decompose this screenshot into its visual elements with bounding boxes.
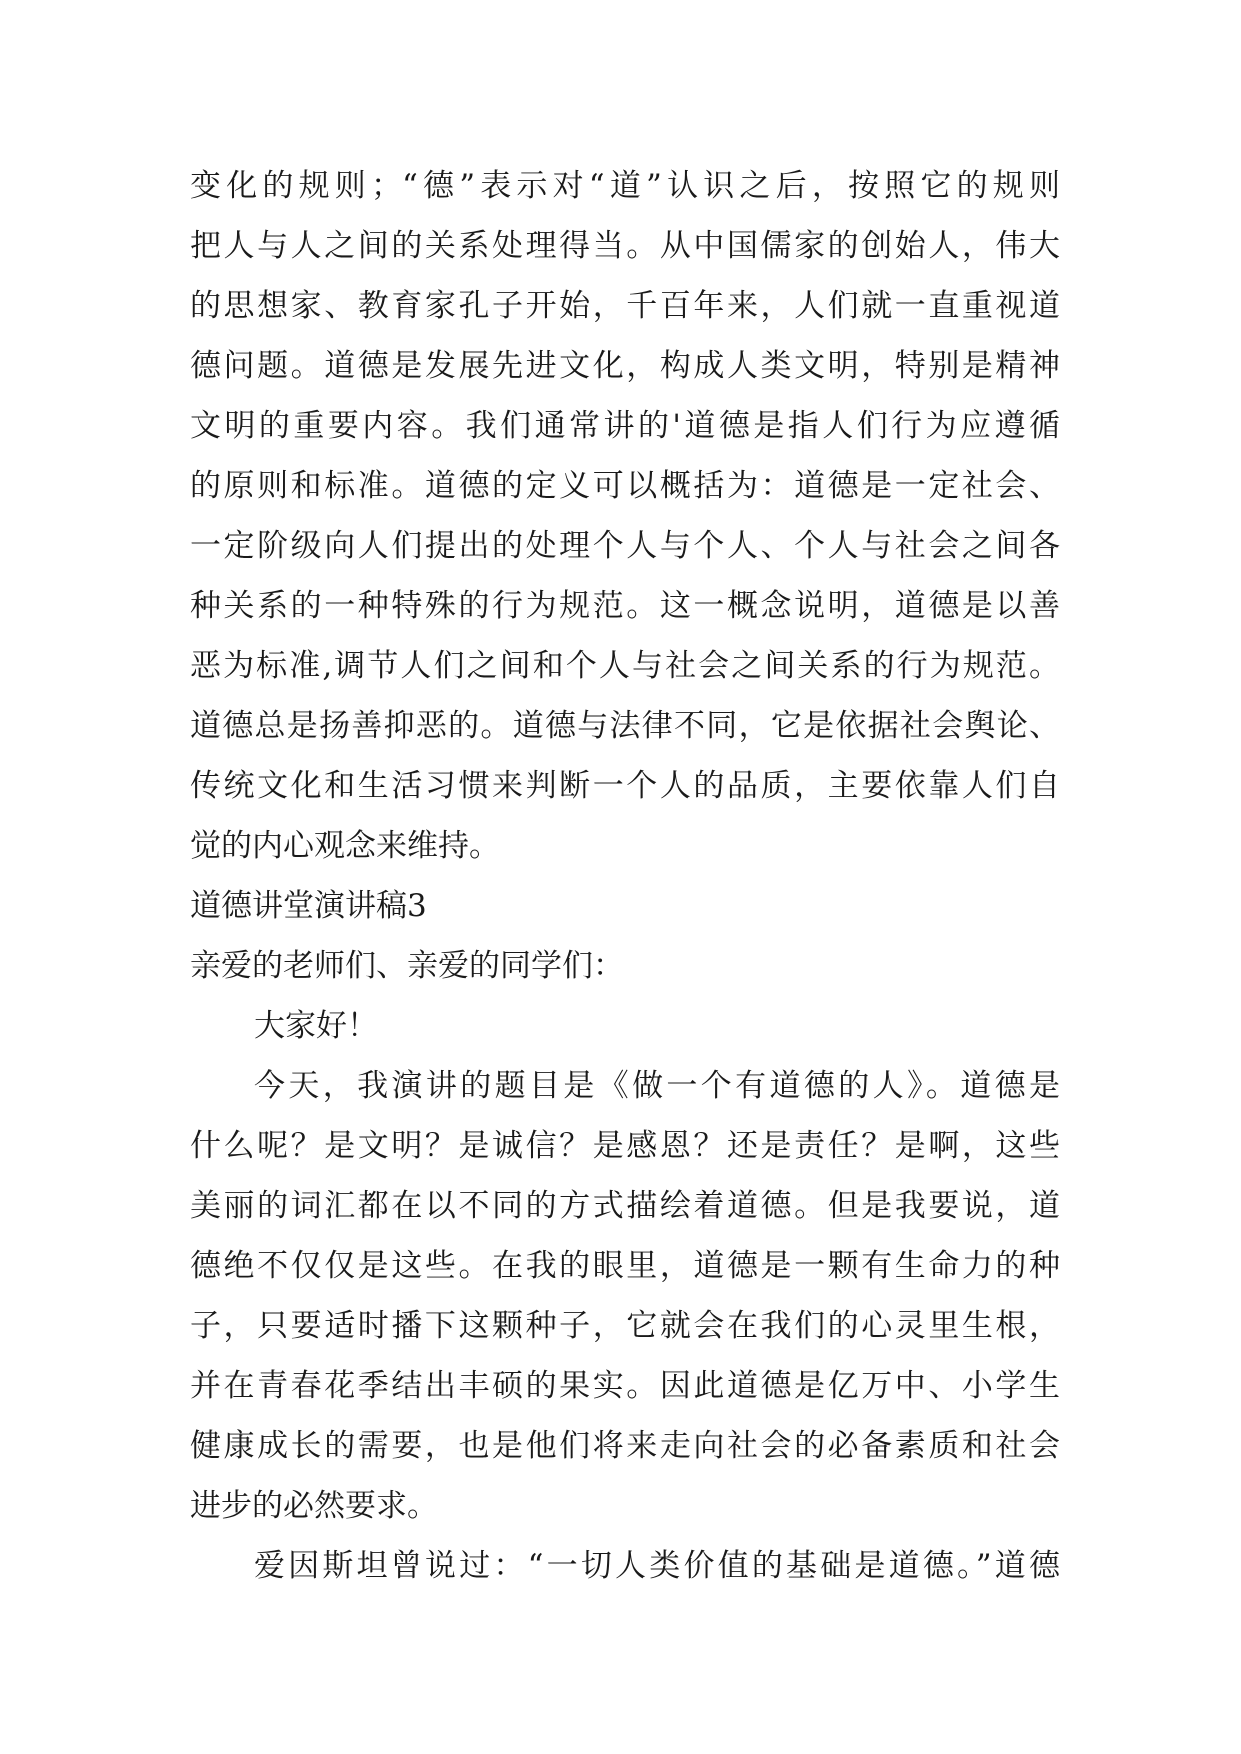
- paragraph-line: 健康成长的需要，也是他们将来走向社会的必备素质和社会: [190, 1428, 1060, 1464]
- body-text-line: 觉的内心观念来维持。: [190, 828, 500, 864]
- body-text-line: 文明的重要内容。我们通常讲的'道德是指人们行为应遵循: [190, 408, 1060, 444]
- body-text-line: 一定阶级向人们提出的处理个人与个人、个人与社会之间各: [190, 528, 1060, 564]
- body-text-line: 道德总是扬善抑恶的。道德与法律不同，它是依据社会舆论、: [190, 708, 1060, 744]
- body-text-line: 变化的规则；“德”表示对“道”认识之后，按照它的规则: [190, 168, 1060, 204]
- paragraph-line: 什么呢？是文明？是诚信？是感恩？还是责任？是啊，这些: [190, 1128, 1060, 1164]
- paragraph-line: 爱因斯坦曾说过：“一切人类价值的基础是道德。”道德: [254, 1548, 1060, 1584]
- greeting: 大家好！: [254, 1008, 378, 1044]
- salutation: 亲爱的老师们、亲爱的同学们：: [190, 948, 624, 984]
- paragraph-line: 子，只要适时播下这颗种子，它就会在我们的心灵里生根，: [190, 1308, 1060, 1344]
- paragraph-line: 并在青春花季结出丰硕的果实。因此道德是亿万中、小学生: [190, 1368, 1060, 1404]
- body-text-line: 把人与人之间的关系处理得当。从中国儒家的创始人，伟大: [190, 228, 1060, 264]
- body-text-line: 恶为标准,调节人们之间和个人与社会之间关系的行为规范。: [190, 648, 1060, 684]
- paragraph-line: 进步的必然要求。: [190, 1488, 438, 1524]
- paragraph-line: 美丽的词汇都在以不同的方式描绘着道德。但是我要说，道: [190, 1188, 1060, 1224]
- body-text-line: 种关系的一种特殊的行为规范。这一概念说明，道德是以善: [190, 588, 1060, 624]
- section-heading: 道德讲堂演讲稿3: [190, 888, 427, 924]
- body-text-line: 传统文化和生活习惯来判断一个人的品质，主要依靠人们自: [190, 768, 1060, 804]
- paragraph-line: 今天，我演讲的题目是《做一个有道德的人》。道德是: [254, 1068, 1060, 1104]
- body-text-line: 的原则和标准。道德的定义可以概括为：道德是一定社会、: [190, 468, 1060, 504]
- body-text-line: 的思想家、教育家孔子开始，千百年来，人们就一直重视道: [190, 288, 1060, 324]
- body-text-line: 德问题。道德是发展先进文化，构成人类文明，特别是精神: [190, 348, 1060, 384]
- paragraph-line: 德绝不仅仅是这些。在我的眼里，道德是一颗有生命力的种: [190, 1248, 1060, 1284]
